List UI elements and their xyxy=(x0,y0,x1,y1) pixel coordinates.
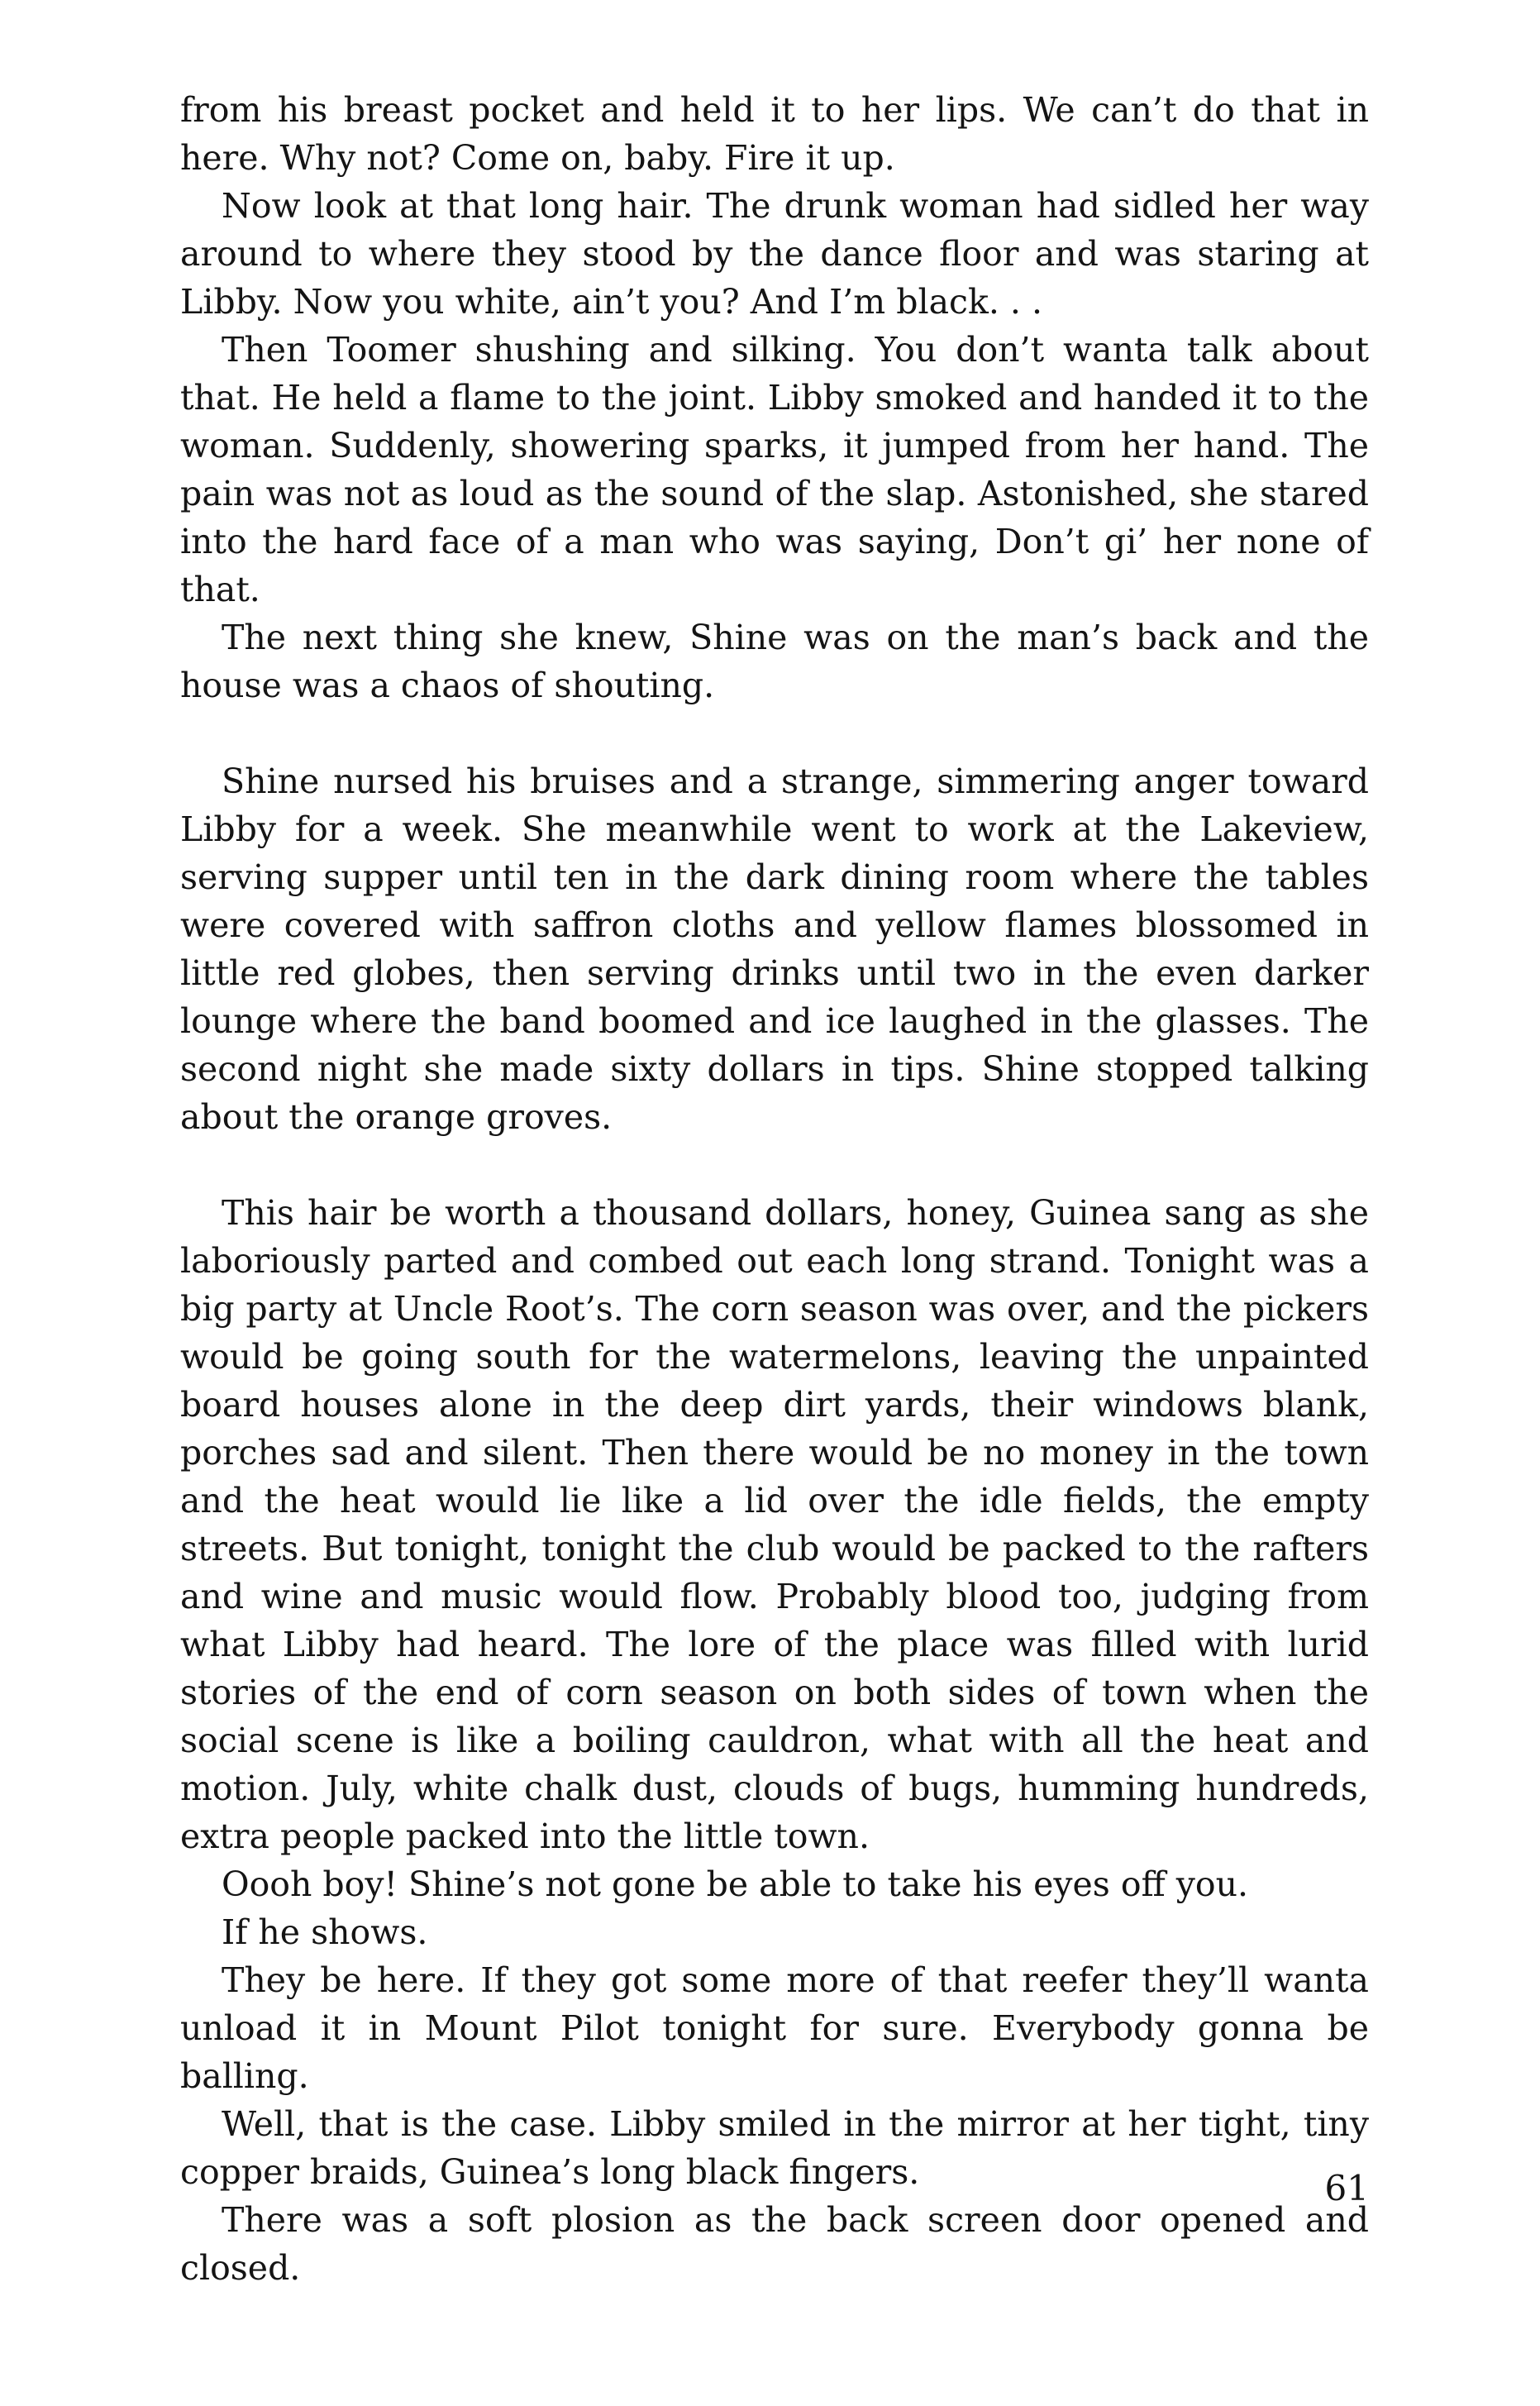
paragraph: from his breast pocket and held it to her lips. We can’t do that in here. Why not? Come on, baby. Fire it up. xyxy=(180,90,1369,178)
paragraph: Oooh boy! Shine’s not gone be able to take his eyes off you. xyxy=(222,1864,1249,1904)
paragraph: Now look at that long hair. The drunk woman had sidled her way around to where they stood by the dance floor and was staring at Libby. Now you white, ain’t you? And I’m black. . . xyxy=(180,186,1369,322)
section-break xyxy=(180,709,1369,757)
body-text xyxy=(180,86,1369,2292)
section-break xyxy=(180,1141,1369,1189)
page-number: 61 xyxy=(1324,2168,1369,2208)
paragraph: The next thing she knew, Shine was on the man’s back and the house was a chaos of shouting. xyxy=(180,618,1369,705)
paragraph: There was a soft plosion as the back screen door opened and closed. xyxy=(180,2200,1369,2288)
paragraph: Well, that is the case. Libby smiled in the mirror at her tight, tiny copper braids, Guinea’s long black fingers. xyxy=(180,2104,1369,2192)
paragraph: Then Toomer shushing and silking. You don’t wanta talk about that. He held a flame to the joint. Libby smoked and handed it to the woman. Suddenly, showering sparks, it jumped from her hand. The pain was not as loud as the sound of the slap. Astonished, she stared into the hard face of a man who was saying, Don’t gi’ her none of that. xyxy=(180,330,1369,609)
paragraph: Shine nursed his bruises and a strange, simmering anger toward Libby for a week. She meanwhile went to work at the Lakeview, serving supper until ten in the dark dining room where the tables were covered with saffron cloths and yellow flames blossomed in little red globes, then serving drinks until two in the even darker lounge where the band boomed and ice laughed in the glasses. The second night she made sixty dollars in tips. Shine stopped talking about the orange groves. xyxy=(180,761,1369,1137)
paragraph: They be here. If they got some more of that reefer they’ll wanta unload it in Mount Pilot tonight for sure. Everybody gonna be balling. xyxy=(180,1960,1369,2096)
paragraph: If he shows. xyxy=(222,1912,428,1952)
paragraph: This hair be worth a thousand dollars, honey, Guinea sang as she laboriously parted and combed out each long strand. Tonight was a big party at Uncle Root’s. The corn season was over, and the pickers would be going south for the watermelons, leaving the unpainted board houses alone in the deep dirt yards, their windows blank, porches sad and silent. Then there would be no money in the town and the heat would lie like a lid over the idle fields, the empty streets. But tonight, tonight the club would be packed to the rafters and wine and music would flow. Probably blood too, judging from what Libby had heard. The lore of the place was filled with lurid stories of the end of corn season on both sides of town when the social scene is like a boiling cauldron, what with all the heat and motion. July, white chalk dust, clouds of bugs, humming hundreds, extra people packed into the little town. xyxy=(180,1193,1369,1856)
